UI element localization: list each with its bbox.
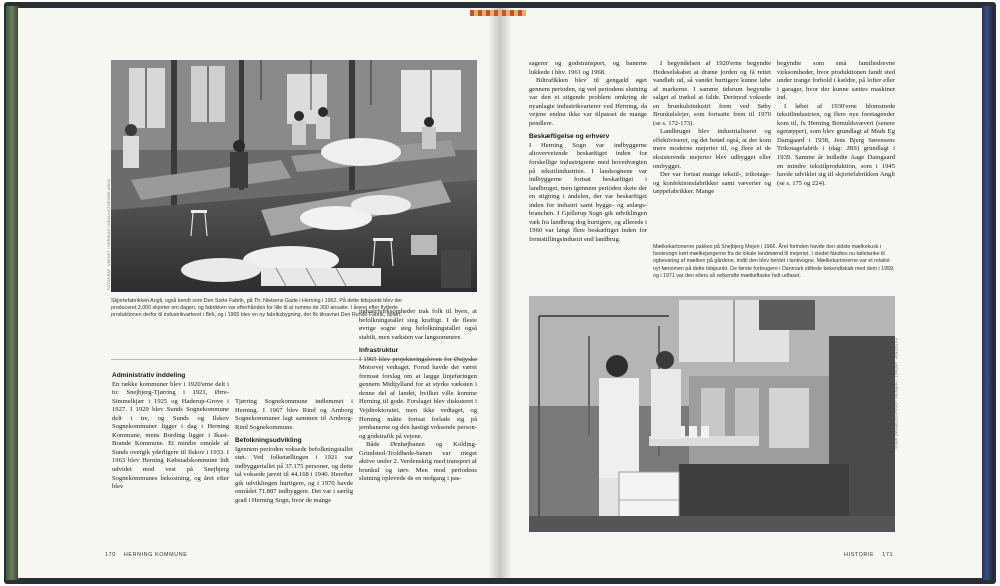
headband (470, 10, 526, 16)
paragraph: I 1965 blev projekteringsloven for Østjyske Motorvej vedtaget. Forud havde der været fremsat forslag om at lægge linjeføringen gennem Midtjylland for at styrke væksten i denne del af landet, hvilket ville komme Herning til gode. Forslaget blev diskuteret i Vejdirektoratet, men ikke vedtaget, og Herning måtte fortsat forlade sig på jernbanerne og den hastigt voksende person- og godstrafik på vejene. (359, 355, 477, 440)
text-column-1 (112, 372, 229, 492)
photo-credit: FOTOGRAF: UKENDT / HERNING LOKALHISTORISKE ARKIV (107, 178, 111, 290)
paragraph: I Herning Sogn var indbyggerne altoverveiende beskæftiget inden for forskellige industrigrene med hovedvægten på tekstilindustrien. I landsognene var indbyggerne fortsat beskæftiget i landbruget, men igennem perioden skete der en stigning i andelen, der var beskæftiget inden for industri samt bygge- og anlægs-branchen. I Gjellerup Sogn gik udviklingen væk fra landbrug dog hurtigere, og allerede i 1960 var langt flere beskæftiget inden for fremstillingsindustri end landbrug. (529, 141, 647, 243)
right-page (500, 8, 982, 578)
section-heading: Administrativ inddeling (112, 372, 186, 379)
paragraph: Der var fortsat mange tekstil-, trikotage- og konfektionsfabrikker samt væverier og tæppefabrikker. Mange (653, 171, 771, 196)
paragraph: begyndte som små familiedrevne virksomheder, hvor produktionen fandt sted under trange forhold i kældre, på lofter eller i garager, hvor der kunne sættes maskiner ind. (777, 60, 895, 102)
book-edge-right (980, 6, 994, 580)
page-footer (844, 552, 893, 558)
page-number: 170 (105, 552, 116, 558)
paragraph: En række kommuner blev i 1920'erne delt i to: Snejbjerg-Tjørring i 1921, Ørre-Simmelkjær i 1925 og Haderup-Grove i 1927. I 1929 blev Sunds Sognekommune delt i tre, og Sunds og Ilskov Sognekommuner ligger i dag i Herning Kommune, mens Bording ligger i Ikast-Brande Kommune. Et mindre område af Sunds overgik yderligere til Ilskov i 1933. I 1963 blev Herning Købstadskommune lidt udvidet mod vest på Snejbjerg Sognekommunes bekostning, og året efter blev (112, 380, 229, 491)
paragraph: Landbruget blev industrialiseret og effektiviseret, og det betød også, at der kom mere moderne mejerier til, og flere af de eksisterende mejerier blev udbygget eller ombygget. (653, 128, 771, 170)
dairy-photo (529, 296, 895, 532)
textile-factory-photo (111, 60, 477, 292)
text-column-2 (653, 60, 771, 197)
text-column-3 (359, 308, 477, 484)
paragraph: I begyndelsen af 1920'erne begyndte Hedeselskabet at dræne jorden og få rettet vandløb ud, så vandet hurtigere kunne løbe af markerne. I samme tidsrum begyndte salget af trækul at falde. Derimod voksede en brunkulsindustri frem ved Søby Brunkulslejer, som fortsatte frem til 1970 (se s. 172-173). (653, 60, 771, 127)
left-page (18, 8, 500, 578)
running-title: HERNING KOMMUNE (123, 552, 188, 558)
paragraph: Både Ørnhøjbanen og Kolding-Grindsted-Troldhede-banen var meget aktive under 2. Verdenskrig med transport af brunkul og tørv. Men mod periodens slutning oplevede de en nedgang i pas- (359, 441, 477, 483)
section-heading: Befolkningsudvikling (235, 437, 302, 445)
text-column-1 (529, 60, 647, 244)
section-heading: Infrastruktur (359, 347, 399, 355)
page-footer (105, 552, 187, 558)
paragraph: I løbet af 1930'erne blomstrede tekstilindustrien, og flere nye foretagender kom til, fx Herning Bomuldsvæveri (senere egetæpper), som blev grundlagt af Mads Eg Damgaard i 1938, Jens Bjerg Sørensens Trikotagefabrik i (dag: JBS) grundlagt i 1939. Samme år indledte Aage Damgaard en mindre tekstilproduktion, som i 1945 havde udviklet sig til skjortefabrikken Angli (se s. 175 og 224). (777, 102, 895, 187)
text-column-3 (777, 60, 895, 188)
photo-credit: FOTOGRAF: UKENDT / HERNING LOKALHISTORISKE ARKIV (894, 338, 898, 450)
photo-caption: Skjortefabrikken Angli, også kendt som Den Sorte Fabrik, på Th. Nielsens Gade i Herning i 1962. På dette tidspunkt blev der produceret 3.000 skjorter om dagen, og fabrikken var efterhånden for lille til at rumme de 300 ansatte. I årene efter flyttede produktionen derfor til industrikvarteret i Birk, og i 1965 blev en ny fabriksbygning, der fik tilnavnet Den Runde Fabrik, opført. (111, 298, 403, 319)
book-gutter (488, 8, 512, 578)
paragraph: Tjørring Sognekommune indlemmet i Herning. I 1967 blev Rind og Arnborg Sognekommuner lagt sammen til Arnborg-Rind Sognekommune. (235, 398, 353, 431)
photo-caption: Mælkekartonerne pakkes på Snejbjerg Mejeri i 1966. Året forinden havde den sidste mælkekusk i hestevogn kørt mælkejungerne fra de lokale landmænd til mejeriet. I stedet fandtes nu køletanke til opbevaring af mælken på gårdene, indtil den blev hentet i tankvogne. Mælkekartonerne var et relativt nyt fænomen på dette tidspunkt. De første forbrugere i Danmark stiftede bekendtskab med dem i 1959, og i 1971 var den ellers så velkendte mælkeflaske helt udfaset. (653, 244, 895, 279)
paragraph: Igennem perioden voksede befolkningstallet støt. Ved folketællingen i 1921 var indbyggertallet på 37.175 personer, og dette tal voksede jævnt til 44.168 i 1940. Herefter gik udviklingen hurtigere, og i 1970 havde området 71.887 indbyggere. Det var i særlig grad i Herning Sogn, hvor de mange (235, 445, 353, 505)
running-title: HISTORIE (844, 552, 875, 558)
page-number: 171 (882, 552, 894, 558)
paragraph: industrivirksomheder trak folk til byen, at befolkningstallet steg kraftigt. I de fleste øvrige sogne steg befolkningstallet også stabilt, men væksten var langsommere. (359, 308, 477, 341)
paragraph: Biltrafikken blev til gengæld øget gennem perioden, og ved periodens slutning var den et stigende problem omkring de nyanlagte industrikvarterer ved Herning, da vejene endnu ikke var tilpasset de mange pendlere. (529, 77, 647, 127)
paragraph: sagerer og godstransport, og banerne lukkede i hhv. 1961 og 1968. (529, 60, 647, 76)
section-heading: Beskæftigelse og erhverv (529, 133, 610, 141)
text-column-2 (235, 398, 353, 506)
